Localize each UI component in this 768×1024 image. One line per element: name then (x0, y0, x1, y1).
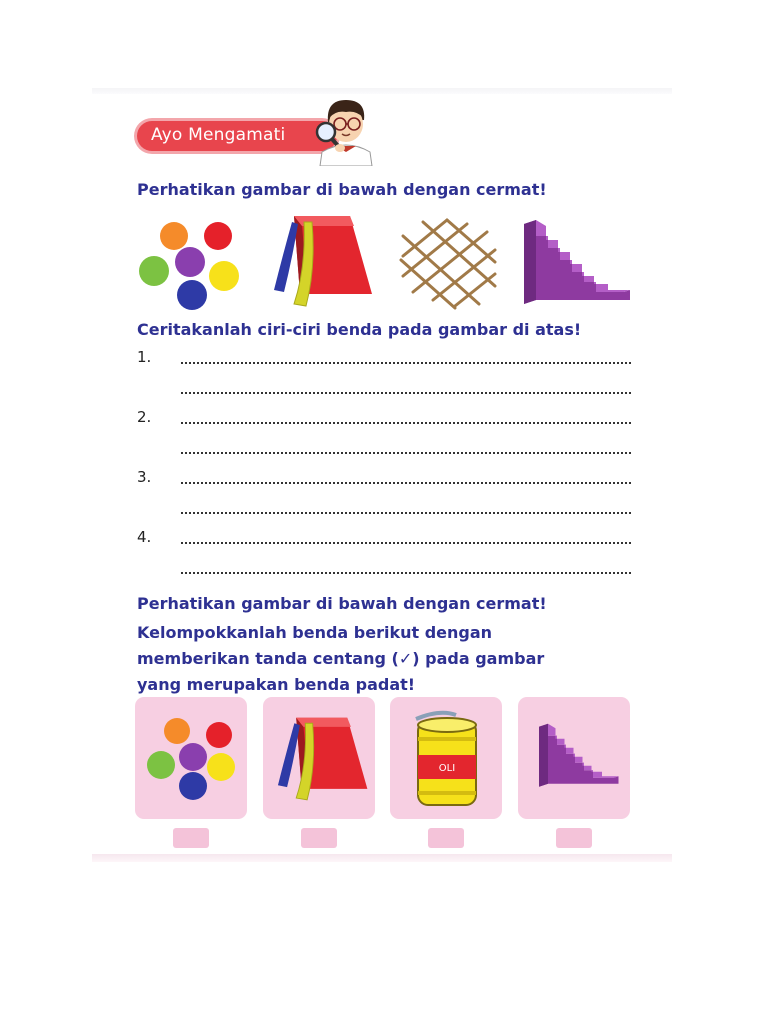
ribbon-prism-icon (262, 208, 376, 310)
card-staircase[interactable] (518, 697, 630, 819)
instruction-observe-2: Perhatikan gambar di bawah dengan cermat! (137, 594, 547, 613)
section-header-label: Ayo Mengamati (151, 125, 286, 145)
answer-row[interactable] (137, 556, 631, 586)
answer-row[interactable] (137, 526, 631, 556)
page-edge-top (92, 88, 672, 94)
staircase-icon (536, 723, 620, 789)
card-ribbon-prism[interactable] (263, 697, 375, 819)
dotted-answer-line[interactable] (181, 512, 631, 514)
oil-can-label: OLI (438, 763, 456, 774)
answer-number: 2. (137, 408, 152, 426)
checkbox-oil-can[interactable] (428, 828, 464, 848)
net-grid-icon (395, 216, 499, 312)
instruction-observe: Perhatikan gambar di bawah dengan cermat! (137, 180, 547, 199)
answer-row[interactable] (137, 436, 631, 466)
question-characteristics: Ceritakanlah ciri-ciri benda pada gambar di atas! (137, 320, 582, 339)
answer-row[interactable] (137, 466, 631, 496)
checkbox-colored-circles[interactable] (173, 828, 209, 848)
oil-can-icon (400, 707, 492, 811)
dotted-answer-line[interactable] (181, 482, 631, 484)
staircase-icon (520, 220, 632, 306)
grouping-instruction-line3: yang merupakan benda padat! (137, 675, 416, 694)
page-edge-bottom (92, 854, 672, 862)
card-colored-circles[interactable] (135, 697, 247, 819)
ribbon-prism-icon (267, 707, 371, 807)
answer-number: 3. (137, 468, 152, 486)
answer-row[interactable] (137, 406, 631, 436)
checkbox-staircase[interactable] (556, 828, 592, 848)
magnifier-boy-icon (312, 94, 378, 166)
card-oil-can[interactable] (390, 697, 502, 819)
answer-row[interactable] (137, 376, 631, 406)
answer-row[interactable] (137, 346, 631, 376)
answer-row[interactable] (137, 496, 631, 526)
colored-circles-icon (143, 715, 239, 801)
section-header-pill (137, 121, 337, 151)
dotted-answer-line[interactable] (181, 542, 631, 544)
checkbox-ribbon-prism[interactable] (301, 828, 337, 848)
dotted-answer-line[interactable] (181, 572, 631, 574)
grouping-instruction-line2: memberikan tanda centang (✓) pada gambar (137, 649, 545, 668)
answer-number: 1. (137, 348, 152, 366)
answer-lines (137, 346, 631, 586)
dotted-answer-line[interactable] (181, 452, 631, 454)
dotted-answer-line[interactable] (181, 392, 631, 394)
dotted-answer-line[interactable] (181, 362, 631, 364)
grouping-instruction-line1: Kelompokkanlah benda berikut dengan (137, 623, 493, 642)
colored-circles-icon (136, 218, 242, 310)
dotted-answer-line[interactable] (181, 422, 631, 424)
answer-number: 4. (137, 528, 152, 546)
